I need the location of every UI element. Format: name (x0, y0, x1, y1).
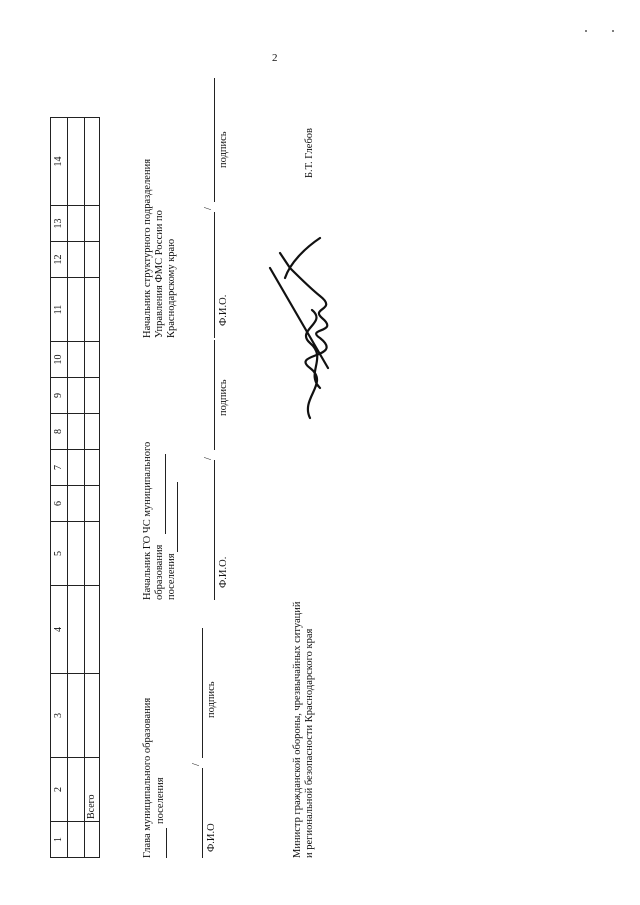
table-cell (68, 822, 85, 858)
table-total-label: Всего (85, 758, 100, 822)
minister-title-line1: Министр гражданской обороны, чрезвычайных ситуаций (292, 601, 303, 858)
table-header-cell: 11 (51, 278, 68, 342)
table-header-cell: 8 (51, 414, 68, 450)
page-number: 2 (272, 52, 278, 64)
fms-title-line3: Краснодарскому краю (166, 238, 177, 338)
table-cell (85, 486, 100, 522)
go-chs-title-line2: образования (154, 544, 165, 600)
table-cell (68, 378, 85, 414)
table-header-cell: 2 (51, 758, 68, 822)
fms-fio-label: Ф.И.О. (218, 294, 229, 326)
table-cell (68, 450, 85, 486)
table-cell (85, 242, 100, 278)
fms-title-line1: Начальник структурного подразделения (142, 158, 153, 338)
table-cell (68, 342, 85, 378)
go-chs-title-line1: Начальник ГО ЧС муниципального (142, 441, 153, 600)
table-cell (68, 758, 85, 822)
table-cell (68, 118, 85, 206)
minister-name: Б.Т. Глебов (304, 128, 315, 178)
table-cell (68, 206, 85, 242)
table-header-cell: 14 (51, 118, 68, 206)
table-cell (68, 674, 85, 758)
table-header-cell: 9 (51, 378, 68, 414)
go-chs-sign-label: подпись (218, 379, 229, 416)
data-table (50, 117, 100, 858)
minister-title-line2: и региональной безопасности Краснодарского края (304, 628, 315, 858)
head-title-line1: Глава муниципального образования (142, 697, 153, 858)
go-chs-sign-line (214, 340, 215, 450)
table-cell (68, 586, 85, 674)
fms-sign-label: подпись (218, 131, 229, 168)
table-cell (85, 586, 100, 674)
table-total-row (85, 118, 100, 858)
go-chs-title-line3: поселения (166, 553, 177, 600)
table-cell (68, 522, 85, 586)
table-cell (85, 342, 100, 378)
head-slash: / (191, 763, 202, 766)
table-header-cell: 3 (51, 674, 68, 758)
scan-speck (612, 30, 614, 32)
table-header-cell: 12 (51, 242, 68, 278)
table-cell (85, 822, 100, 858)
head-fio-line (202, 768, 203, 858)
go-chs-slash: / (203, 457, 214, 460)
table-header-cell: 1 (51, 822, 68, 858)
table-header-cell: 10 (51, 342, 68, 378)
table-cell (85, 378, 100, 414)
table-cell (85, 118, 100, 206)
go-chs-blank-line (165, 454, 166, 534)
handwritten-signature (250, 228, 370, 428)
head-sign-label: подпись (206, 681, 217, 718)
table-cell (85, 674, 100, 758)
go-chs-blank-line (177, 482, 178, 552)
fms-title-line2: Управления ФМС России по (154, 210, 165, 338)
table-cell (85, 450, 100, 486)
table-cell (85, 278, 100, 342)
table-header-cell: 7 (51, 450, 68, 486)
minister-block (292, 58, 332, 858)
table-cell (68, 278, 85, 342)
fms-slash: / (203, 207, 214, 210)
head-title-line2: поселения (155, 777, 166, 824)
table-header-cell: 6 (51, 486, 68, 522)
go-chs-fio-line (214, 460, 215, 600)
head-signature-block (142, 598, 222, 858)
table-cell (85, 522, 100, 586)
rotated-page-content (50, 53, 350, 858)
table-row (68, 118, 85, 858)
head-fio-label: Ф.И.О (206, 823, 217, 852)
head-sign-line (202, 628, 203, 758)
go-chs-fio-label: Ф.И.О. (218, 556, 229, 588)
table-cell (85, 414, 100, 450)
table-header-cell: 4 (51, 586, 68, 674)
table-cell (68, 414, 85, 450)
fms-signature-block (142, 78, 229, 338)
head-blank-line (166, 828, 167, 858)
table-cell (68, 486, 85, 522)
scan-speck (585, 30, 587, 32)
go-chs-signature-block (142, 340, 229, 600)
table-header-cell: 13 (51, 206, 68, 242)
fms-sign-line (214, 78, 215, 202)
table-header-row (51, 118, 68, 858)
table-header-cell: 5 (51, 522, 68, 586)
table-cell (68, 242, 85, 278)
fms-fio-line (214, 212, 215, 338)
table-cell (85, 206, 100, 242)
